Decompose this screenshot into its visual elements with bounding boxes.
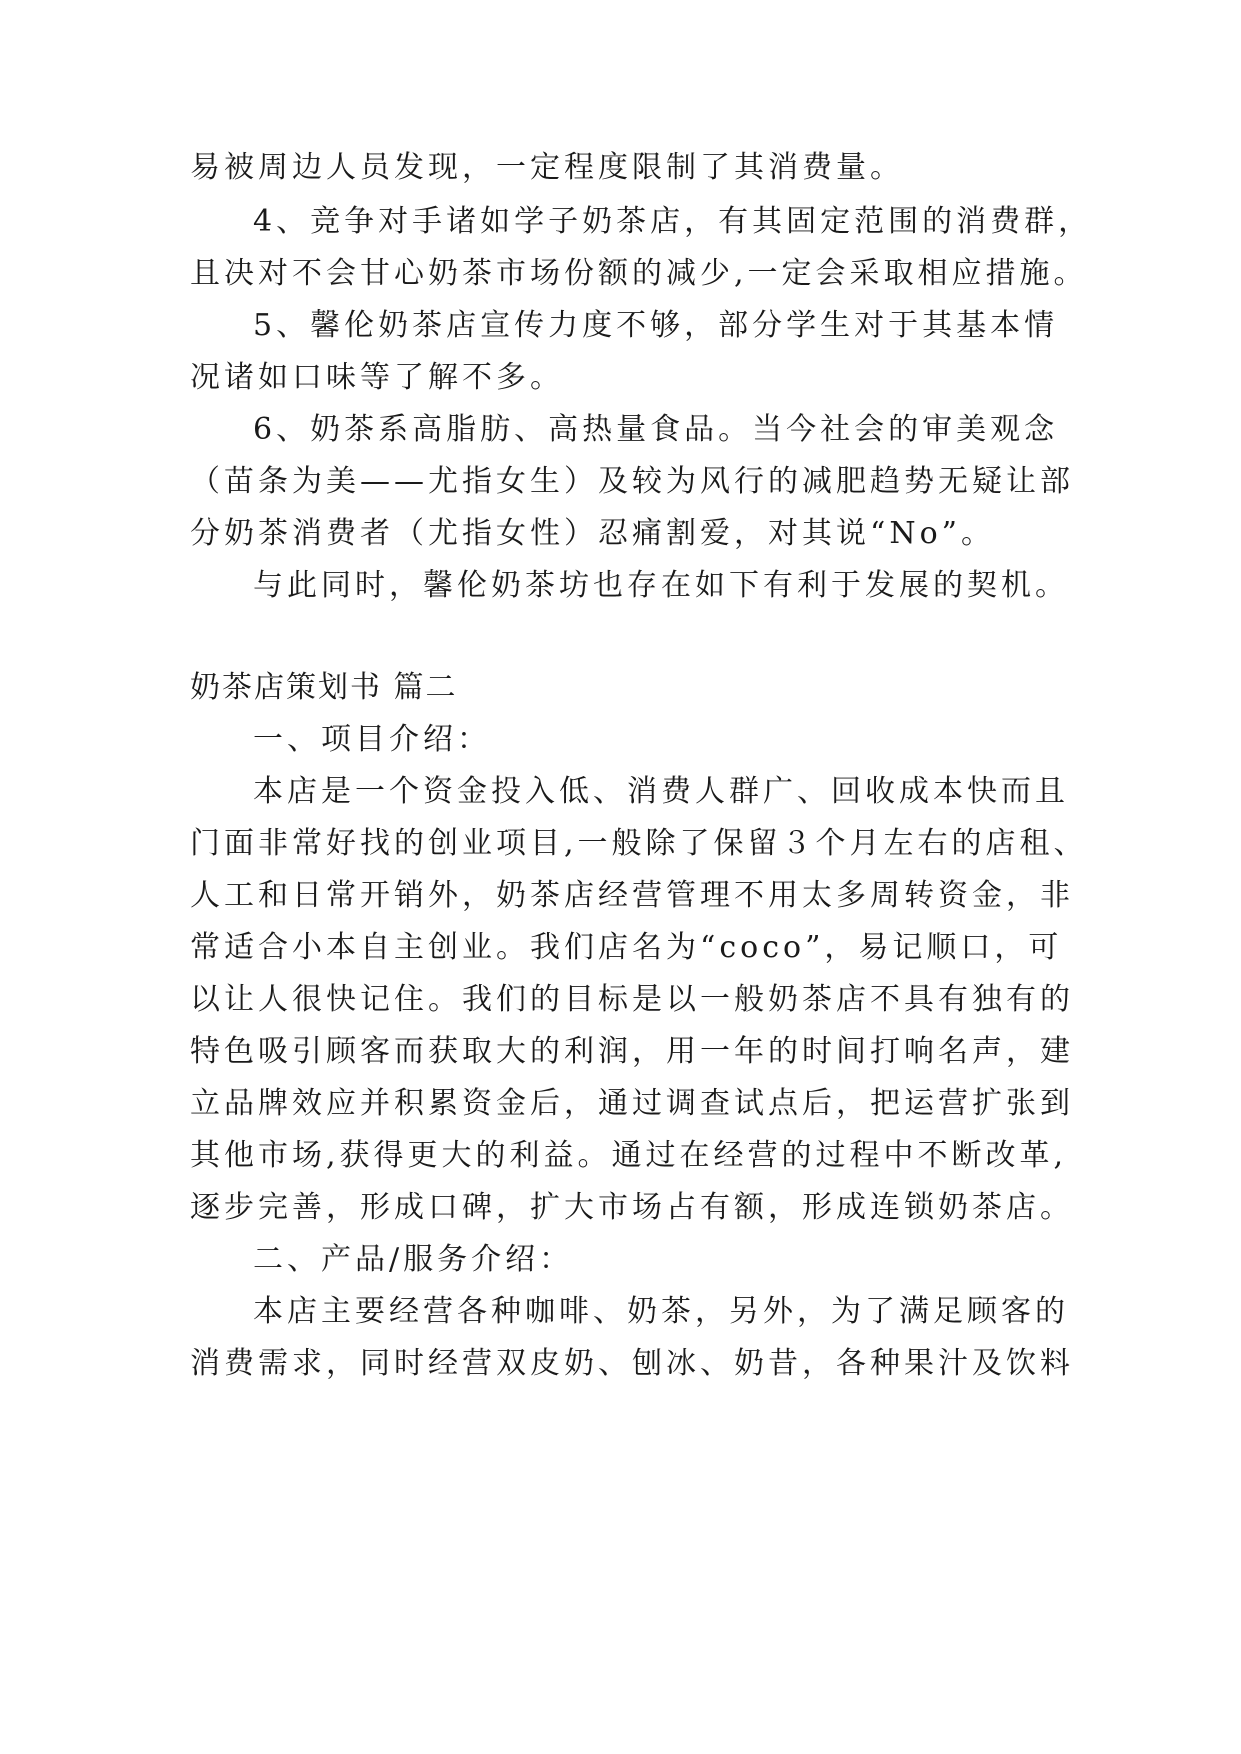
paragraph-line: 与此同时，馨伦奶茶坊也存在如下有利于发展的契机。 — [253, 568, 1069, 603]
subheading-project-intro: 一、项目介绍： — [253, 722, 491, 757]
paragraph-line: 人工和日常开销外，奶茶店经营管理不用太多周转资金，非 — [190, 878, 1074, 913]
paragraph-line: 5、馨伦奶茶店宣传力度不够，部分学生对于其基本情 — [253, 308, 1059, 343]
paragraph-line: 本店主要经营各种咖啡、奶茶，另外，为了满足顾客的 — [253, 1294, 1069, 1329]
paragraph-line: 本店是一个资金投入低、消费人群广、回收成本快而且 — [253, 774, 1069, 809]
paragraph-line: 易被周边人员发现，一定程度限制了其消费量。 — [190, 150, 904, 185]
paragraph-line: 6、奶茶系高脂肪、高热量食品。当今社会的审美观念 — [253, 412, 1059, 447]
paragraph-line: 4、竞争对手诸如学子奶茶店，有其固定范围的消费群， — [253, 204, 1093, 239]
paragraph-line: 消费需求，同时经营双皮奶、刨冰、奶昔，各种果汁及饮料 — [190, 1346, 1074, 1381]
paragraph-line: 且决对不会甘心奶茶市场份额的减少,一定会采取相应措施。 — [190, 256, 1088, 291]
paragraph-line: （苗条为美——尤指女生）及较为风行的减肥趋势无疑让部 — [190, 464, 1074, 499]
paragraph-line: 其他市场,获得更大的利益。通过在经营的过程中不断改革, — [190, 1138, 1068, 1173]
paragraph-line: 特色吸引顾客而获取大的利润，用一年的时间打响名声，建 — [190, 1034, 1074, 1069]
paragraph-line: 分奶茶消费者（尤指女性）忍痛割爱，对其说“No”。 — [190, 516, 995, 551]
subheading-product-intro: 二、产品/服务介绍： — [253, 1242, 574, 1277]
paragraph-line: 常适合小本自主创业。我们店名为“coco”，易记顺口，可 — [190, 930, 1063, 965]
paragraph-line: 况诸如口味等了解不多。 — [190, 360, 564, 395]
paragraph-line: 逐步完善，形成口碑，扩大市场占有额，形成连锁奶茶店。 — [190, 1190, 1074, 1225]
paragraph-line: 立品牌效应并积累资金后，通过调查试点后，把运营扩张到 — [190, 1086, 1074, 1121]
paragraph-line: 以让人很快记住。我们的目标是以一般奶茶店不具有独有的 — [190, 982, 1074, 1017]
section-heading: 奶茶店策划书 篇二 — [190, 670, 458, 705]
paragraph-line: 门面非常好找的创业项目,一般除了保留３个月左右的店租、 — [190, 826, 1088, 861]
